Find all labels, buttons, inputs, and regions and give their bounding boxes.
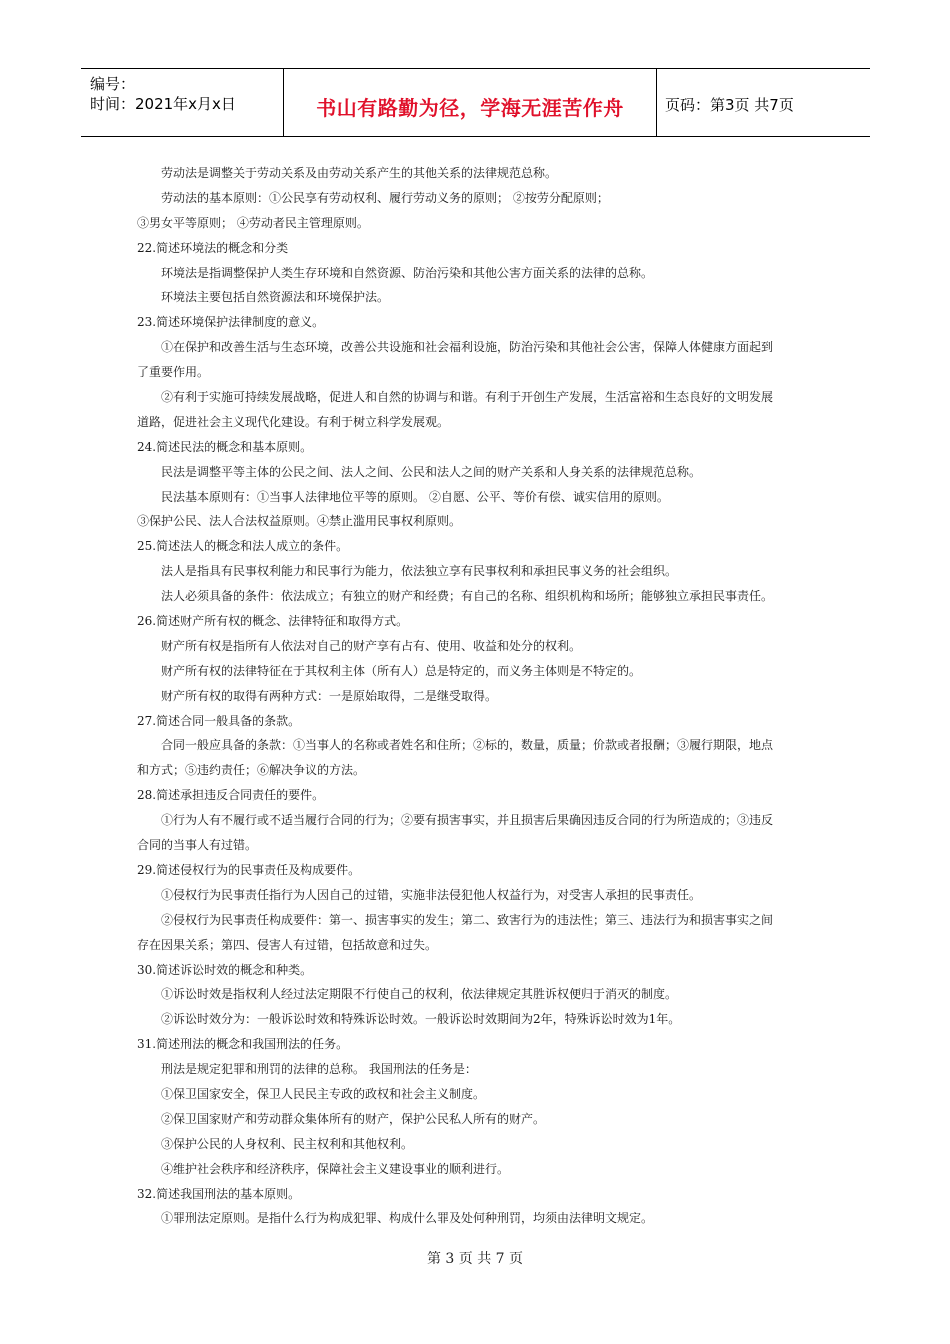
body-text-line: 24.简述民法的概念和基本原则。 [137, 439, 313, 454]
body-text-line: 劳动法的基本原则：①公民享有劳动权利、履行劳动义务的原则； ②按劳分配原则； [161, 190, 609, 205]
body-text-line: ①侵权行为民事责任指行为人因自己的过错，实施非法侵犯他人权益行为，对受害人承担的民事责任。 [161, 887, 702, 902]
body-text-line: ③保护公民的人身权利、民主权利和其他权利。 [161, 1136, 414, 1151]
body-text-line: 29.简述侵权行为的民事责任及构成要件。 [137, 862, 361, 877]
body-text-line: 财产所有权的取得有两种方式：一是原始取得，二是继受取得。 [161, 688, 498, 703]
body-text-line: 27.简述合同一般具备的条款。 [137, 713, 301, 728]
body-text-line: 合同的当事人有过错。 [137, 838, 258, 853]
body-text-line: ②保卫国家财产和劳动群众集体所有的财产，保护公民私人所有的财产。 [161, 1111, 546, 1126]
body-text-line: ③男女平等原则； ④劳动者民主管理原则。 [137, 215, 369, 230]
body-text-line: ①在保护和改善生活与生态环境，改善公共设施和社会福利设施，防治污染和其他社会公害，保障人体健康方面起到 [161, 340, 774, 355]
body-text-line: 31.简述刑法的概念和我国刑法的任务。 [137, 1037, 349, 1052]
body-text-line: 刑法是规定犯罪和刑罚的法律的总称。 我国刑法的任务是： [161, 1062, 477, 1077]
body-text-line: 环境法主要包括自然资源法和环境保护法。 [161, 290, 390, 305]
body-text-line: 了重要作用。 [137, 365, 210, 380]
body-text-line: 30.简述诉讼时效的概念和种类。 [137, 962, 313, 977]
body-text-line: ①诉讼时效是指权利人经过法定期限不行使自己的权利，依法律规定其胜诉权便归于消灭的制度。 [161, 987, 678, 1002]
body-text-line: 民法基本原则有：①当事人法律地位平等的原则。 ②自愿、公平、等价有偿、诚实信用的原则。 [161, 489, 669, 504]
body-text-line: ②诉讼时效分为：一般诉讼时效和特殊诉讼时效。一般诉讼时效期间为2年，特殊诉讼时效为1年。 [161, 1012, 681, 1027]
page-footer: 第 3 页 共 7 页 [426, 1251, 524, 1267]
body-text-line: 财产所有权的法律特征在于其权利主体（所有人）总是特定的，而义务主体则是不特定的。 [161, 663, 642, 678]
body-text-line: 环境法是指调整保护人类生存环境和自然资源、防治污染和其他公害方面关系的法律的总称。 [161, 265, 654, 280]
body-text-line: 道路，促进社会主义现代化建设。有利于树立科学发展观。 [137, 414, 450, 429]
document-body [137, 161, 817, 1231]
body-text-line: 劳动法是调整关于劳动关系及由劳动关系产生的其他关系的法律规范总称。 [161, 166, 558, 180]
document-date-label: 时间：2021年x月x日 [90, 95, 236, 113]
body-text-line: ①行为人有不履行或不适当履行合同的行为；②要有损害事实，并且损害后果确因违反合同的行为所造成的；③违反 [161, 813, 774, 828]
header-page-info: 页码：第3页 共7页 [665, 96, 794, 114]
body-text-line: 财产所有权是指所有人依法对自己的财产享有占有、使用、收益和处分的权利。 [161, 638, 582, 653]
body-text-line: ③保护公民、法人合法权益原则。④禁止滥用民事权利原则。 [137, 514, 462, 529]
body-text-line: ②侵权行为民事责任构成要件：第一、损害事实的发生；第二、致害行为的违法性；第三、违法行为和损害事实之间 [161, 912, 774, 927]
header-left-cell [81, 69, 283, 136]
page-header [81, 68, 870, 137]
body-text-line: 28.简述承担违反合同责任的要件。 [137, 788, 325, 803]
header-motto: 书山有路勤为径，学海无涯苦作舟 [316, 96, 624, 120]
body-text-line: 法人是指具有民事权利能力和民事行为能力，依法独立享有民事权利和承担民事义务的社会组织。 [161, 564, 678, 579]
body-text-line: 32.简述我国刑法的基本原则。 [137, 1186, 301, 1201]
body-text-line: 法人必须具备的条件：依法成立；有独立的财产和经费；有自己的名称、组织机构和场所；能够独立承担民事责任。 [161, 589, 774, 604]
document-number-label: 编号： [90, 75, 136, 93]
body-text-line: ④维护社会秩序和经济秩序，保障社会主义建设事业的顺利进行。 [161, 1161, 510, 1176]
body-text-line: 存在因果关系；第四、侵害人有过错，包括故意和过失。 [137, 937, 438, 952]
body-text-line: ②有利于实施可持续发展战略，促进人和自然的协调与和谐。有利于开创生产发展，生活富裕和生态良好的文明发展 [161, 390, 774, 405]
body-text-line: 23.简述环境保护法律制度的意义。 [137, 315, 325, 330]
body-text-line: 25.简述法人的概念和法人成立的条件。 [137, 539, 349, 554]
body-text-line: 26.简述财产所有权的概念、法律特征和取得方式。 [137, 614, 409, 629]
header-middle-cell [283, 69, 657, 136]
body-text-line: 民法是调整平等主体的公民之间、法人之间、公民和法人之间的财产关系和人身关系的法律规范总称。 [161, 464, 702, 479]
body-text-line: 和方式；⑤违约责任；⑥解决争议的方法。 [137, 763, 366, 778]
body-text-line: 合同一般应具备的条款：①当事人的名称或者姓名和住所；②标的，数量，质量；价款或者报酬；③履行期限，地点 [161, 738, 774, 753]
body-text-line: 22.简述环境法的概念和分类 [137, 240, 289, 255]
body-text-line: ①罪刑法定原则。是指什么行为构成犯罪、构成什么罪及处何种刑罚，均须由法律明文规定。 [161, 1211, 654, 1226]
header-right-cell [657, 69, 870, 136]
body-text-line: ①保卫国家安全，保卫人民民主专政的政权和社会主义制度。 [161, 1086, 486, 1101]
